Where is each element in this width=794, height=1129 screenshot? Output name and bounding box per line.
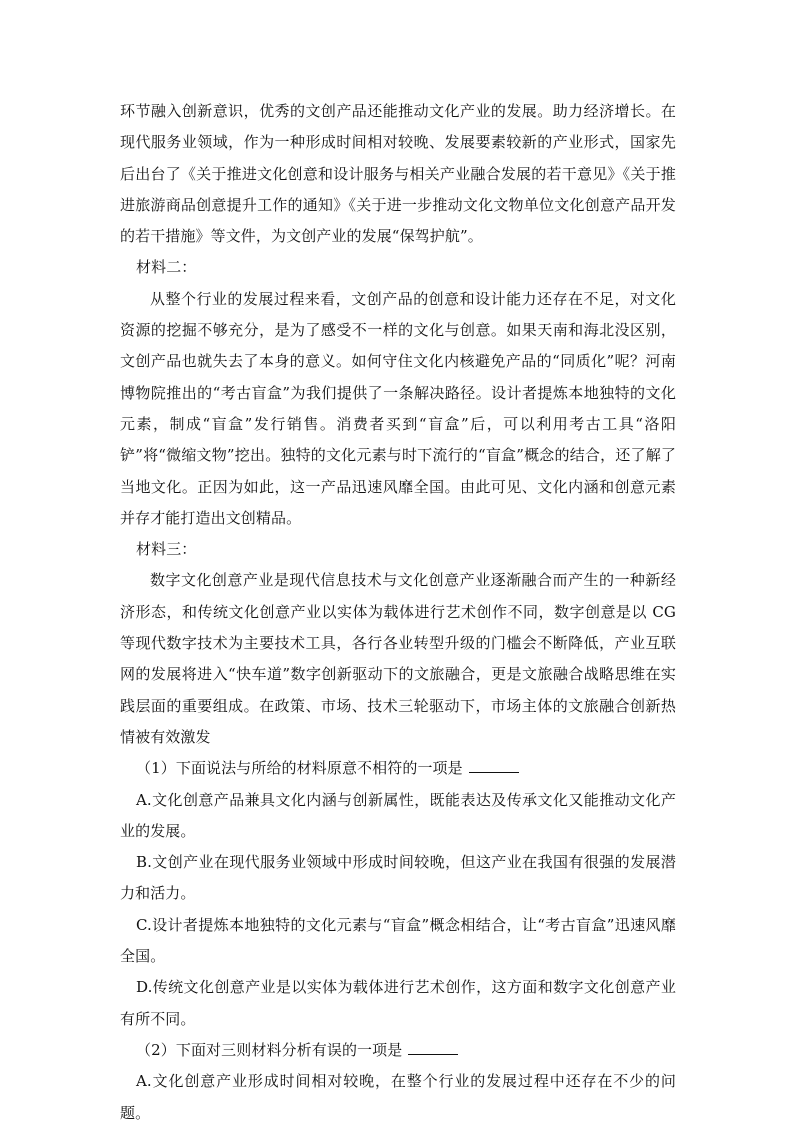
question1-option-c: C.设计者提炼本地独特的文化元素与“盲盒”概念相结合，让“考古盲盒”迅速风靡全国。: [120, 915, 676, 966]
question1-stem: [120, 753, 676, 784]
material2-text: 从整个行业的发展过程来看，文创产品的创意和设计能力还存在不足，对文化资源的挖掘不够充分，是为了感受不一样的文化与创意。如果天南和海北没区别，文创产品也就失去了本身的意义。如何守住文化内核避免产品的“同质化”呢？河南博物院推出的“考古盲盒”为我们提供了一条解决路径。设计者提炼本地独特的文化元素，制成“盲盒”发行销售。消费者买到“盲盒”后，可以利用考古工具“洛阳铲”将“微缩文物”挖出。独特的文化元素与时下流行的“盲盒”概念的结合，还了解了当地文化。正因为如此，这一产品迅速风靡全国。由此可见、文化内涵和创意元素并存才能打造出文创精品。: [120, 289, 676, 527]
material1-continuation: 环节融入创新意识，优秀的文创产品还能推动文化产业的发展。助力经济增长。在现代服务业领域，作为一种形成时间相对较晚、发展要素较新的产业形式，国家先后出台了《关于推进文化创意和设计服务与相关产业融合发展的若干意见》《关于推进旅游商品创意提升工作的通知》《关于进一步推动文化文物单位文化创意产品开发的若干措施》等文件，为文创产业的发展“保驾护航”。: [120, 102, 676, 246]
question2-answer-blank[interactable]: [408, 1040, 458, 1055]
question2-option-a: A.文化创意产业形成时间相对较晚，在整个行业的发展过程中还存在不少的问题。: [120, 1072, 676, 1122]
material3-text: 数字文化创意产业是现代信息技术与文化创意产业逐渐融合而产生的一种新经济形态，和传统文化创意产业以实体为载体进行艺术创作不同，数字创意是以 CG 等现代数字技术为主要技术工具，各行各业转型升级的门槛会不断降低，产业互联网的发展将进入“快车道”数字创新驱动下的文旅融合，更是文旅融合战略思维在实践层面的重要组成。在政策、市场、技术三轮驱动下，市场主体的文旅融合创新热情被有效激发: [120, 571, 676, 746]
exam-content: [120, 96, 676, 1129]
question2-stem-text: （2）下面对三则材料分析有误的一项是: [136, 1040, 403, 1059]
question1-answer-blank[interactable]: [469, 758, 519, 773]
material2-label: 材料二：: [136, 258, 197, 277]
question1-stem-text: （1）下面说法与所给的材料原意不相符的一项是: [136, 759, 463, 778]
question1-option-d: D.传统文化创意产业是以实体为载体进行艺术创作，这方面和数字文化创意产业有所不同。: [120, 978, 676, 1028]
question1-option-b: B.文创产业在现代服务业领域中形成时间较晚，但这产业在我国有很强的发展潜力和活力。: [120, 853, 676, 903]
question1-option-a: A.文化创意产品兼具文化内涵与创新属性，既能表达及传承文化又能推动文化产业的发展。: [120, 790, 676, 840]
material3-label: 材料三：: [136, 540, 197, 559]
question2-stem: [120, 1035, 676, 1066]
